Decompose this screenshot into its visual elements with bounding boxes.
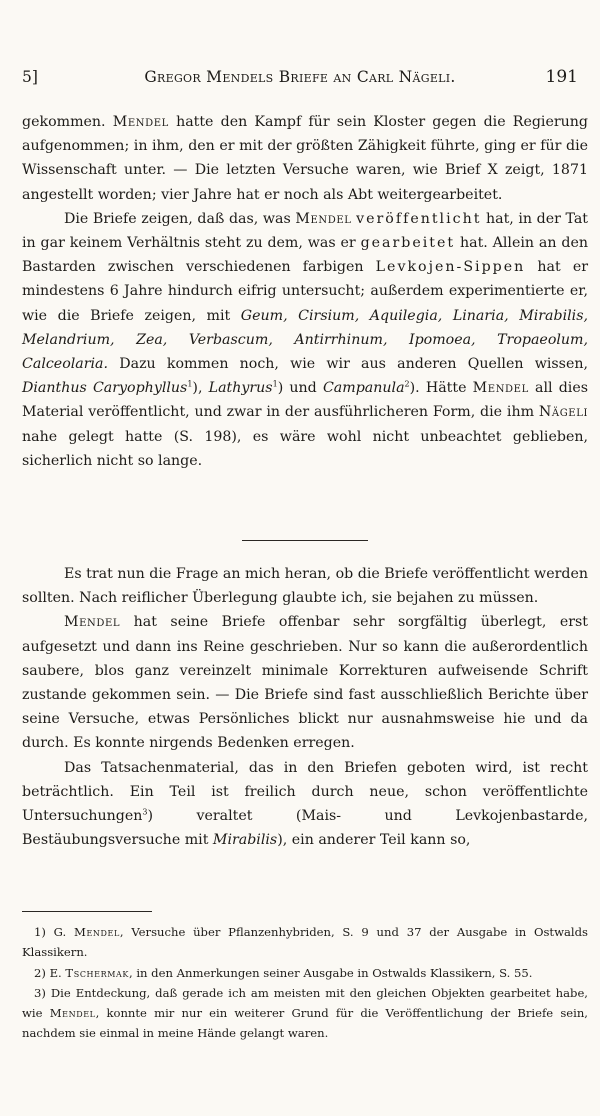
author-name: Mendel	[112, 114, 169, 130]
species-name: Lathyrus	[208, 380, 273, 397]
footnote-2	[22, 963, 588, 983]
text-run: hat er mindestens 6 Jahre hindurch eifrig untersucht; außerdem experimentierte er, wie die Briefe zeigen, mit	[22, 259, 588, 324]
footnote-ref: 3	[142, 807, 148, 817]
text-run: Das Tatsachenmaterial, das in den Briefen geboten wird, ist recht beträchtlich. Ein Teil ist freilich durch neue, schon veröffentlichte Untersuchungen	[22, 759, 588, 825]
author-name: Mendel	[472, 380, 529, 397]
author-name: Nägeli	[538, 404, 588, 421]
lower-text-block	[22, 562, 588, 852]
footnotes	[22, 922, 588, 1044]
text-run: ). Hätte	[409, 380, 473, 397]
text-run: all dies Material veröffentlicht, und zwar in der ausführlicheren Form, die ihm	[22, 380, 589, 421]
emphasis: Levkojen-Sippen	[375, 259, 526, 276]
footnote-rule	[22, 911, 152, 912]
footnote-text: , Versuche über Pflanzenhybriden, S. 9 und 37 der Ausgabe in Ostwalds Klassikern.	[22, 925, 588, 960]
author-name: Mendel	[74, 925, 120, 939]
footnote-marker: 2) E.	[34, 965, 66, 980]
paragraph-5	[22, 756, 588, 853]
species-name: Campanula	[322, 380, 405, 397]
text-run: hatte den Kampf für sein Kloster gegen die Regierung aufgenommen; in ihm, den er mit der größten Zähigkeit führte, ging er für die Wissenschaft unter. — Die letzten Versuche waren, wie Brief X zeigt, 1871 angestellt worden; vier Jahre hat er noch als Abt weitergearbeitet.	[22, 114, 588, 203]
footnote-3	[22, 983, 588, 1044]
footnote-marker: 3) Die Entdeckung, daß gerade ich am meisten mit den gleichen Objekten gearbeitet habe, wie	[22, 985, 588, 1021]
text-run: Dazu kommen noch, wie wir aus anderen Quellen wissen,	[108, 356, 588, 373]
text-run: hat. Allein an den Bastarden zwischen verschiedenen farbigen	[22, 235, 588, 276]
footnote-marker: 1) G.	[34, 925, 74, 939]
text-run: nahe gelegt hatte (S. 198), es wäre wohl nicht unbeachtet geblieben, sicherlich nicht so lange.	[22, 428, 588, 469]
text-run: hat, in der Tat in gar keinem Verhältnis steht zu dem, was er	[22, 210, 589, 252]
author-name: Mendel	[295, 210, 352, 227]
running-title: Gregor Mendels Briefe an Carl Nägeli.	[144, 68, 456, 86]
text-run: Die Briefe zeigen, daß das, was	[64, 210, 296, 227]
section-number: 5]	[22, 68, 38, 86]
footnote-ref: 1	[272, 379, 278, 389]
paragraph-3: Es trat nun die Frage an mich heran, ob die Briefe veröffentlicht werden sollten. Nach reiflicher Überlegung glaubte ich, sie bejahen zu müssen.	[22, 566, 588, 607]
page-number: 191	[545, 67, 578, 87]
footnote-text: , konnte mir nur ein weiterer Grund für die Veröffentlichung der Briefe sein, nachdem sie einmal in meine Hände gelangt waren.	[22, 1006, 588, 1041]
text-run: ) und	[277, 380, 323, 397]
emphasis: gearbeitet	[360, 235, 456, 252]
text-run: ) veraltet (Mais- und Levkojenbastarde, Bestäubungsversuche mit	[22, 808, 588, 849]
footnote-1	[22, 922, 588, 963]
footnote-text: , in den Anmerkungen seiner Ausgabe in Ostwalds Klassikern, S. 55.	[128, 965, 533, 980]
paragraph-1	[22, 110, 588, 207]
text-run: gekommen.	[22, 114, 113, 130]
footnote-ref: 2	[404, 379, 410, 389]
section-divider	[242, 540, 368, 541]
running-head	[22, 64, 578, 90]
text-run: ),	[192, 380, 209, 397]
species-name: Mirabilis	[212, 832, 278, 849]
author-name: Mendel	[64, 614, 121, 631]
footnote-ref: 1	[187, 379, 193, 389]
author-name: Tschermak	[65, 965, 129, 980]
species-name: Dianthus Caryophyllus	[22, 380, 188, 397]
paragraph-4	[22, 610, 588, 755]
text-run: ), ein anderer Teil kann so,	[277, 832, 471, 849]
genus-list: Geum, Cirsium, Aquilegia, Linaria, Mirabilis, Melandrium, Zea, Verbascum, Antirrhinum, Ipomoea, Tropaeolum, Calceolaria.	[22, 307, 588, 373]
author-name: Mendel	[49, 1006, 96, 1021]
upper-text-block	[22, 110, 588, 473]
emphasis: veröffentlicht	[356, 210, 482, 227]
paragraph-2	[22, 207, 588, 473]
text-run: hat seine Briefe offenbar sehr sorgfältig überlegt, erst aufgesetzt und dann ins Reine geschrieben. Nur so kann die außerordentlich saubere, blos ganz vereinzelt minimale Korrekturen aufweisende Schrift zustande gekommen sein. — Die Briefe sind fast ausschließlich Berichte über seine Versuche, etwas Persönliches blickt nur ausnahmsweise hie und da durch. Es konnte nirgends Bedenken erregen.	[22, 614, 588, 752]
